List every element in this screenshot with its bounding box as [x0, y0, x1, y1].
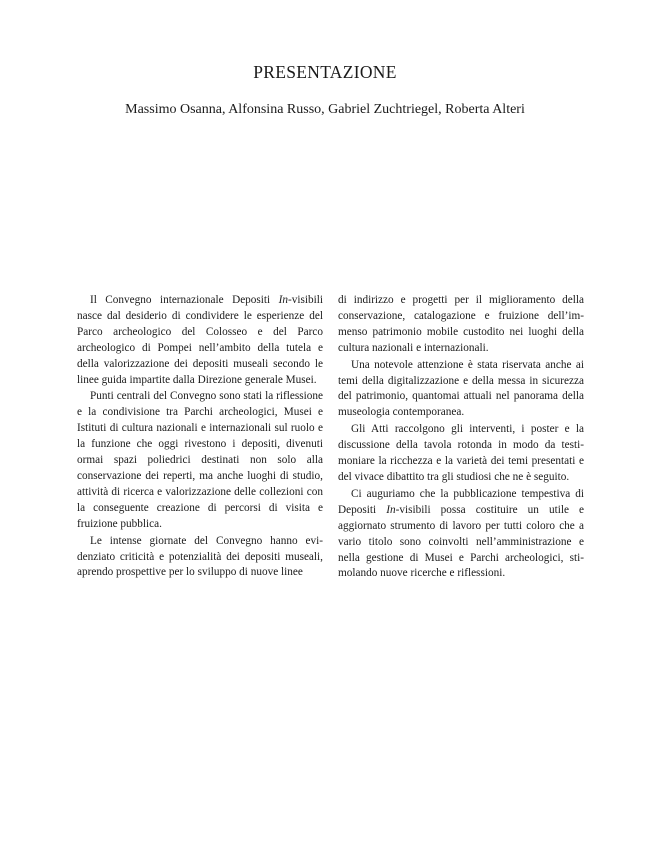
- paragraph: [77, 293, 323, 388]
- paragraph: Punti centrali del Convegno sono stati la riflessione e la condivisione tra Parchi archeologici, Musei e Istituti di cultura nazionali e internazionali sul ruolo e la funzione che oggi rivestono i depositi, divenuti ormai spazi poliedrici destinati non solo alla conservazione dei reperti, ma anche luoghi di studio, attività di ricerca e valorizzazione delle collezioni con la conseguente creazione di percorsi di visita e fruizione pubblica.: [77, 390, 323, 530]
- paragraph: Gli Atti raccolgono gli interventi, i poster e la discussione della tavola rotonda in modo da testimoniare la ricchezza e la varietà dei temi presentati e del vivace dibattito tra gli studiosi che ne è seguito.: [338, 423, 584, 483]
- paragraph: Le intense giornate del Convegno hanno evidenziato criticità e potenzialità dei depositi museali, aprendo prospettive per lo sviluppo di nuove linee: [77, 534, 323, 579]
- authors-line: Massimo Osanna, Alfonsina Russo, Gabriel Zuchtriegel, Roberta Alteri: [125, 102, 525, 117]
- body-columns: [77, 293, 584, 582]
- left-column: [77, 293, 323, 582]
- paragraph-continuation: di indirizzo e progetti per il miglioramento della conservazione, catalogazione e fruizione dell’immenso patrimonio mobile custodito nei luoghi della cultura nazionali e internazionali.: [338, 294, 584, 354]
- page-title: PRESENTAZIONE: [253, 62, 397, 82]
- text-run: Ci auguriamo che la pubblicazione tempestiva di Depositi: [338, 487, 584, 516]
- italic-text: In: [386, 503, 396, 516]
- paragraph: Una notevole attenzione è stata riservata anche ai temi della digitalizzazione e della messa in sicurezza del patrimonio, quantomai attuali nel panorama della museologia contemporanea.: [338, 358, 584, 419]
- text-run: -visibili possa costituire un utile e aggiornato strumento di lavoro per tutti coloro che a vario titolo sono coinvolti nell’amministrazione e nella gestione di Musei e Parchi archeologici, stimolando nuove ricerche e riflessioni.: [338, 503, 585, 580]
- text-run: Il Convegno internazionale Depositi: [90, 294, 279, 306]
- text-run: -visibili nasce dal desiderio di condividere le esperienze del Parco archeologico del Colosseo e del Parco archeologico di Pompei nell’ambito della tutela e della valorizzazione dei depositi museali secondo le linee guida impartite dalla Direzione generale Musei.: [77, 294, 323, 386]
- right-column: [338, 293, 584, 582]
- italic-text: In: [278, 294, 288, 306]
- paragraph: [338, 487, 584, 582]
